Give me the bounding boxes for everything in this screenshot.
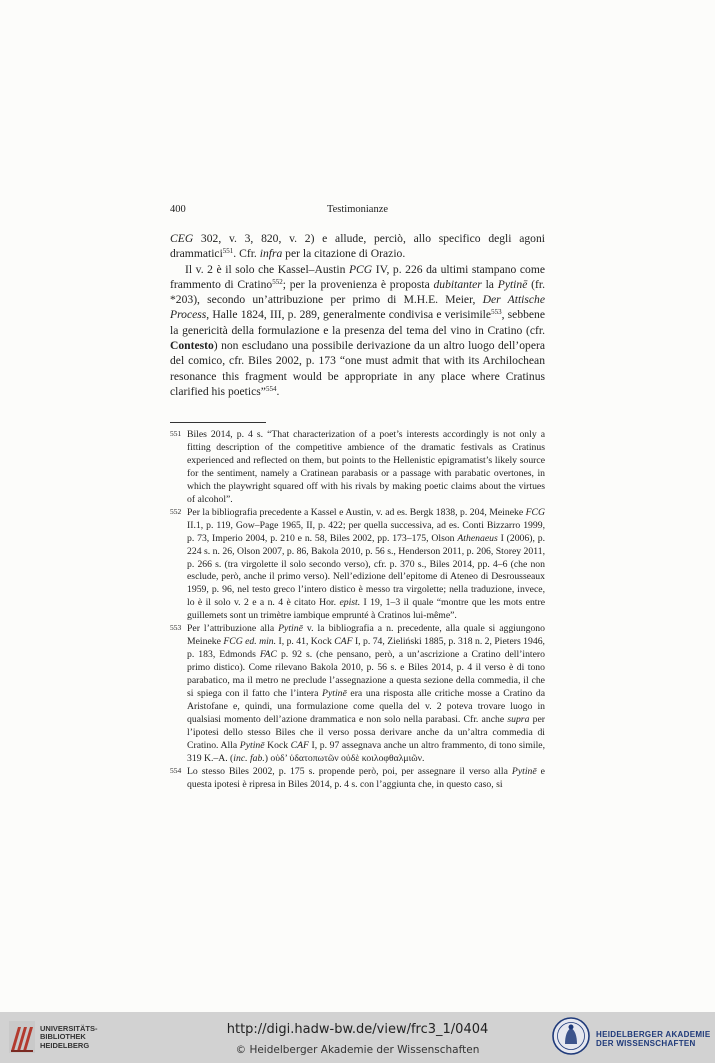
footnote-number: 551 (170, 429, 182, 438)
text-run: IV, p. 226 da ultimi stampano come frammento di Cratino (170, 262, 546, 291)
paragraph (170, 262, 545, 400)
running-header (170, 204, 545, 218)
italic-run: PCG (348, 262, 373, 276)
italic-run: Der Attische Process (170, 293, 545, 322)
footnote (170, 429, 545, 507)
italic-run: CAF (334, 636, 353, 648)
footnotes (170, 429, 545, 792)
main-text (170, 231, 545, 399)
footnote (170, 623, 545, 765)
text-run: . (276, 384, 280, 398)
text-run: p. 92 s. (che pensano, però, a un’ascrizione a Cratino dell’intero primo distico). Come rilevano Bakola 2010, p. 56 s. e Biles 2014, p. 4 il verso è di tono parabatico, ma il metro ne preclude l’assegnazione a questa sezione della commedia, il che si spiega con il fatto che l’intera (187, 649, 545, 700)
text-run: e questa ipotesi è ripresa in Biles 2014, p. 4 s. con l’aggiunta che, in questo caso, si (187, 765, 545, 790)
text-run: Per la bibliografia precedente a Kassel e Austin, v. ad es. Bergk 1838, p. 204, Meineke (187, 506, 526, 518)
footnote (170, 766, 545, 792)
italic-run: supra (507, 713, 530, 725)
italic-run: Pytinē (239, 739, 265, 751)
footnote-separator (170, 422, 266, 423)
text-run: . Cfr. (233, 247, 260, 261)
library-name-line: BIBLIOTHEK (40, 1032, 86, 1042)
library-name-line: UNIVERSITÄTS- (40, 1024, 98, 1033)
italic-run: Pytinē (511, 765, 537, 777)
paragraph (170, 231, 545, 262)
text-run: ; per la provenienza è proposta (282, 277, 434, 291)
italic-run: CEG (170, 232, 194, 245)
running-title: Testimonianze (326, 204, 389, 215)
text-run: Lo stesso Biles 2002, p. 175 s. propende però, poi, per assegnare il verso alla (187, 765, 512, 777)
text-run: 302, v. 3, 820, v. 2) e allude, perciò, allo specifico degli agoni drammatici (170, 232, 545, 261)
text-run: per la citazione di Orazio. (282, 247, 406, 261)
text-run: Biles 2014, p. 4 s. “That characterization of a poet’s interests accordingly is not only a fitting description of the competitive ambience of the dramatic festivals as Cratinus experienced and reflected on them, but points to the Hellenistic epigramatist’s likely source for the sentiment, namely a Cratinean parabasis or a passage with parabatic overtones, in which the playwright squared off with his rivals by making poetic claims about the virtues of alcohol”. (187, 429, 545, 505)
text-run: Kock (264, 739, 291, 751)
footnote-text (187, 507, 545, 624)
library-name-line: HEIDELBERG (40, 1040, 90, 1050)
page-number: 400 (170, 204, 186, 215)
permalink-url[interactable]: http://digi.hadw-bw.de/view/frc3_1/0404 (226, 1022, 489, 1037)
italic-run: dubitanter (433, 277, 482, 291)
text-run: (fr. *203), secondo un’attribuzione per primo di M.H.E. Meier, (170, 277, 545, 307)
italic-run: inc. fab. (233, 752, 265, 764)
footnote-ref: 553 (491, 308, 502, 317)
footnote (170, 507, 545, 624)
footnote-ref: 552 (272, 277, 283, 286)
text-run: II.1, p. 119, Gow–Page 1965, II, p. 422; per quella successiva, ad es. Conti Bizzarro 1999, p. 73, Imperio 2004, p. 210 e n. 58, Biles 2002, pp. 173–175, Olson (187, 519, 545, 544)
footnote-ref: 554 (265, 384, 277, 393)
footnote-number: 552 (170, 506, 182, 516)
text-run: I 19, 1–3 il quale “montre que les mots entre guillemets sont un trimètre iambique emprunté à Cratinos lui-même”. (187, 597, 546, 622)
italic-run: FCG ed. min. (223, 636, 277, 648)
text-run: , sebbene la genericità della formulazione e la presenza del tema del vino in Cratino (cfr. (170, 308, 546, 337)
italic-run: Pytinē (497, 277, 528, 291)
italic-run: FCG (525, 506, 545, 518)
italic-run: Pytinē (278, 623, 303, 635)
text-run: Per l’attribuzione alla (187, 623, 279, 635)
academy-name-line: DER WISSENSCHAFTEN (596, 1039, 696, 1048)
text-run: era una risposta alle critiche mosse a Cratino da Aristofane e, quindi, una formulazione come quella del v. 2 poteva trovare luogo in qualsiasi momento dell’azione drammatica e non solo nella parabasi. Cfr. anche (187, 688, 546, 725)
text-run: ) οὐδ’ ὑδατοπωτῶν οὐδὲ κοιλοφθαλμιῶν. (264, 752, 425, 764)
text-run: I, p. 97 assegnava anche un altro frammento, di tono simile, 319 K.–A. ( (187, 739, 545, 764)
italic-run: Pytinē (322, 688, 347, 700)
copyright-notice: © Heidelberger Akademie der Wissenschaften (235, 1044, 480, 1056)
footnote-number: 553 (170, 623, 182, 633)
italic-run: Athenaeus (457, 532, 498, 544)
footnote-ref: 551 (222, 247, 234, 256)
text-run: ) non escludano una possibile derivazione da un altro luogo dell’opera del comico, cfr. Biles 2002, p. 173 “one must admit that with its Archilochean resonance this fragment would be appropriate in any place where Cratinus clarified his poetics” (170, 339, 545, 398)
academy-name (596, 1030, 710, 1048)
footnote-text (187, 766, 545, 792)
text-run: per l’ipotesi dello stesso Biles che il verso possa derivare anche da un’altra commedia di Cratino. Alla (187, 713, 545, 751)
bold-run: Contesto (170, 339, 214, 353)
text-run: I, p. 41, Kock (276, 636, 335, 648)
footnote-text (187, 429, 545, 507)
text-run: Il v. 2 è il solo che Kassel–Austin (185, 262, 349, 276)
text-run: I (2006), p. 224 s. n. 26, Olson 2007, p. 86, Bakola 2010, p. 56 s., Henderson 2011, p. 206, Storey 2011, p. 266 s. (tra virgolette il solo secondo verso), cfr. p. 370 s., Biles 2014, pp. 4–6 (che non esclude, però, anche il primo verso). Nell’edizione dell’epitome di Ateneo di Desrousseaux 1959, p. 96, nel testo greco l’intero distico è messo tra virgolette; nella traduzione, invece, lo è il solo v. 2 e a n. 4 è citato Hor. (187, 532, 545, 609)
academy-name-line: HEIDELBERGER AKADEMIE (596, 1030, 711, 1039)
academy-seal-icon[interactable] (552, 1017, 590, 1055)
footnote-number: 554 (170, 765, 182, 775)
italic-run: CAF (290, 739, 309, 751)
text-run: la (481, 277, 498, 291)
italic-run: FAC (259, 649, 277, 661)
text-run: I, p. 74, Zieliński 1885, p. 318 n. 2, Pieters 1946, p. 183, Edmonds (187, 636, 545, 661)
italic-run: infra (259, 247, 283, 261)
text-run: v. la bibliografia a n. precedente, alla quale si aggiungono Meineke (187, 623, 545, 648)
footnote-text (187, 623, 545, 765)
text-run: , Halle 1824, III, p. 289, generalmente condivisa e verisimile (206, 308, 492, 322)
italic-run: epist. (339, 597, 361, 609)
